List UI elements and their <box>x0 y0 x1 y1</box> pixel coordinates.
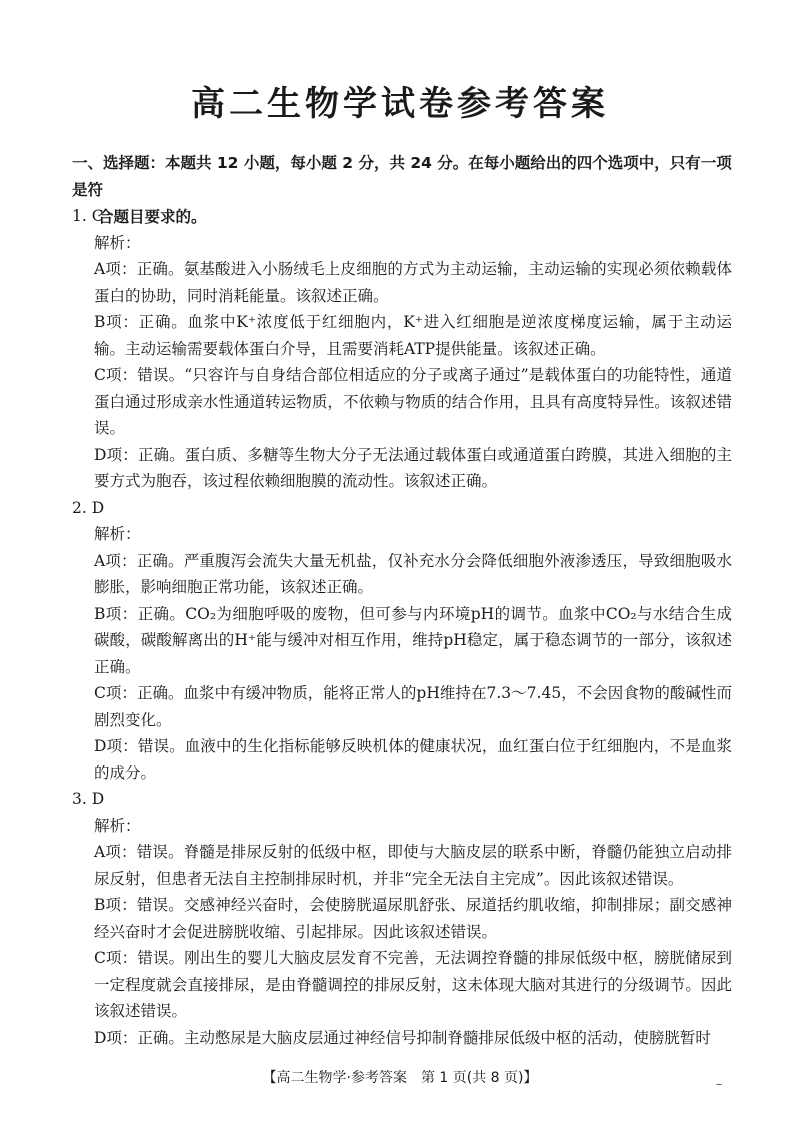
question-2 <box>72 495 732 787</box>
answers-body <box>72 203 732 1051</box>
question-3 <box>72 786 732 1051</box>
corner-mark: – <box>716 1077 722 1091</box>
section-heading-line2: 合题目要求的。 <box>98 208 207 226</box>
option-b-explanation: B项：正确。血浆中K⁺浓度低于红细胞内，K⁺进入红细胞是逆浓度梯度运输，属于主动运输。主动运输需要载体蛋白介导，且需要消耗ATP提供能量。该叙述正确。 <box>94 313 732 358</box>
option-a-explanation: A项：正确。氨基酸进入小肠绒毛上皮细胞的方式为主动运输，主动运输的实现必须依赖载体蛋白的协助，同时消耗能量。该叙述正确。 <box>94 260 732 305</box>
option-b-explanation: B项：错误。交感神经兴奋时，会使膀胱逼尿肌舒张、尿道括约肌收缩，抑制排尿；副交感神经兴奋时才会促进膀胱收缩、引起排尿。因此该叙述错误。 <box>94 896 732 941</box>
option-a-explanation: A项：错误。脊髓是排尿反射的低级中枢，即使与大脑皮层的联系中断，脊髓仍能独立启动排尿反射，但患者无法自主控制排尿时机，并非“完全无法自主完成”。因此该叙述错误。 <box>94 843 732 888</box>
question-number: 3. D <box>72 790 105 808</box>
question-number: 1. C <box>72 207 104 225</box>
option-a-explanation: A项：正确。严重腹泻会流失大量无机盐，仅补充水分会降低细胞外液渗透压，导致细胞吸水膨胀，影响细胞正常功能，该叙述正确。 <box>94 551 732 596</box>
option-c-explanation: C项：错误。刚出生的婴儿大脑皮层发育不完善，无法调控脊髓的排尿低级中枢，膀胱储尿到一定程度就会直接排尿，是由脊髓调控的排尿反射，这未体现大脑对其进行的分级调节。因此该叙述错误。 <box>94 949 732 1020</box>
option-d-explanation: D项：正确。主动憋尿是大脑皮层通过神经信号抑制脊髓排尿低级中枢的活动，使膀胱暂时 <box>94 1028 711 1047</box>
option-d-explanation: D项：错误。血液中的生化指标能够反映机体的健康状况，血红蛋白位于红细胞内，不是血浆的成分。 <box>94 737 732 782</box>
analysis-label: 解析： <box>94 525 141 543</box>
option-c-explanation: C项：错误。“只容许与自身结合部位相适应的分子或离子通过”是载体蛋白的功能特性，通道蛋白通过形成亲水性通道转运物质，不依赖与物质的结合作用，且具有高度特异性。该叙述错误。 <box>94 366 732 437</box>
section-heading-line1: 一、选择题：本题共 12 小题，每小题 2 分，共 24 分。在每小题给出的四个选项中，只有一项是符 <box>72 154 732 199</box>
option-b-explanation: B项：正确。CO₂为细胞呼吸的废物，但可参与内环境pH的调节。血浆中CO₂与水结合生成碳酸，碳酸解离出的H⁺能与缓冲对相互作用，维持pH稳定，属于稳态调节的一部分，该叙述正确。 <box>94 604 732 676</box>
page-footer: 【高二生物学·参考答案 第 1 页(共 8 页)】 <box>262 1070 538 1086</box>
analysis-label: 解析： <box>94 816 141 835</box>
option-c-explanation: C项：正确。血浆中有缓冲物质，能将正常人的pH维持在7.3～7.45，不会因食物的酸碱性而剧烈变化。 <box>94 684 732 729</box>
question-number: 2. D <box>72 498 105 517</box>
question-1 <box>72 203 732 495</box>
analysis-label: 解析： <box>94 233 141 252</box>
page-title: 高二生物学试卷参考答案 <box>191 84 609 124</box>
option-d-explanation: D项：正确。蛋白质、多糖等生物大分子无法通过载体蛋白或通道蛋白跨膜，其进入细胞的主要方式为胞吞，该过程依赖细胞膜的流动性。该叙述正确。 <box>94 445 732 490</box>
